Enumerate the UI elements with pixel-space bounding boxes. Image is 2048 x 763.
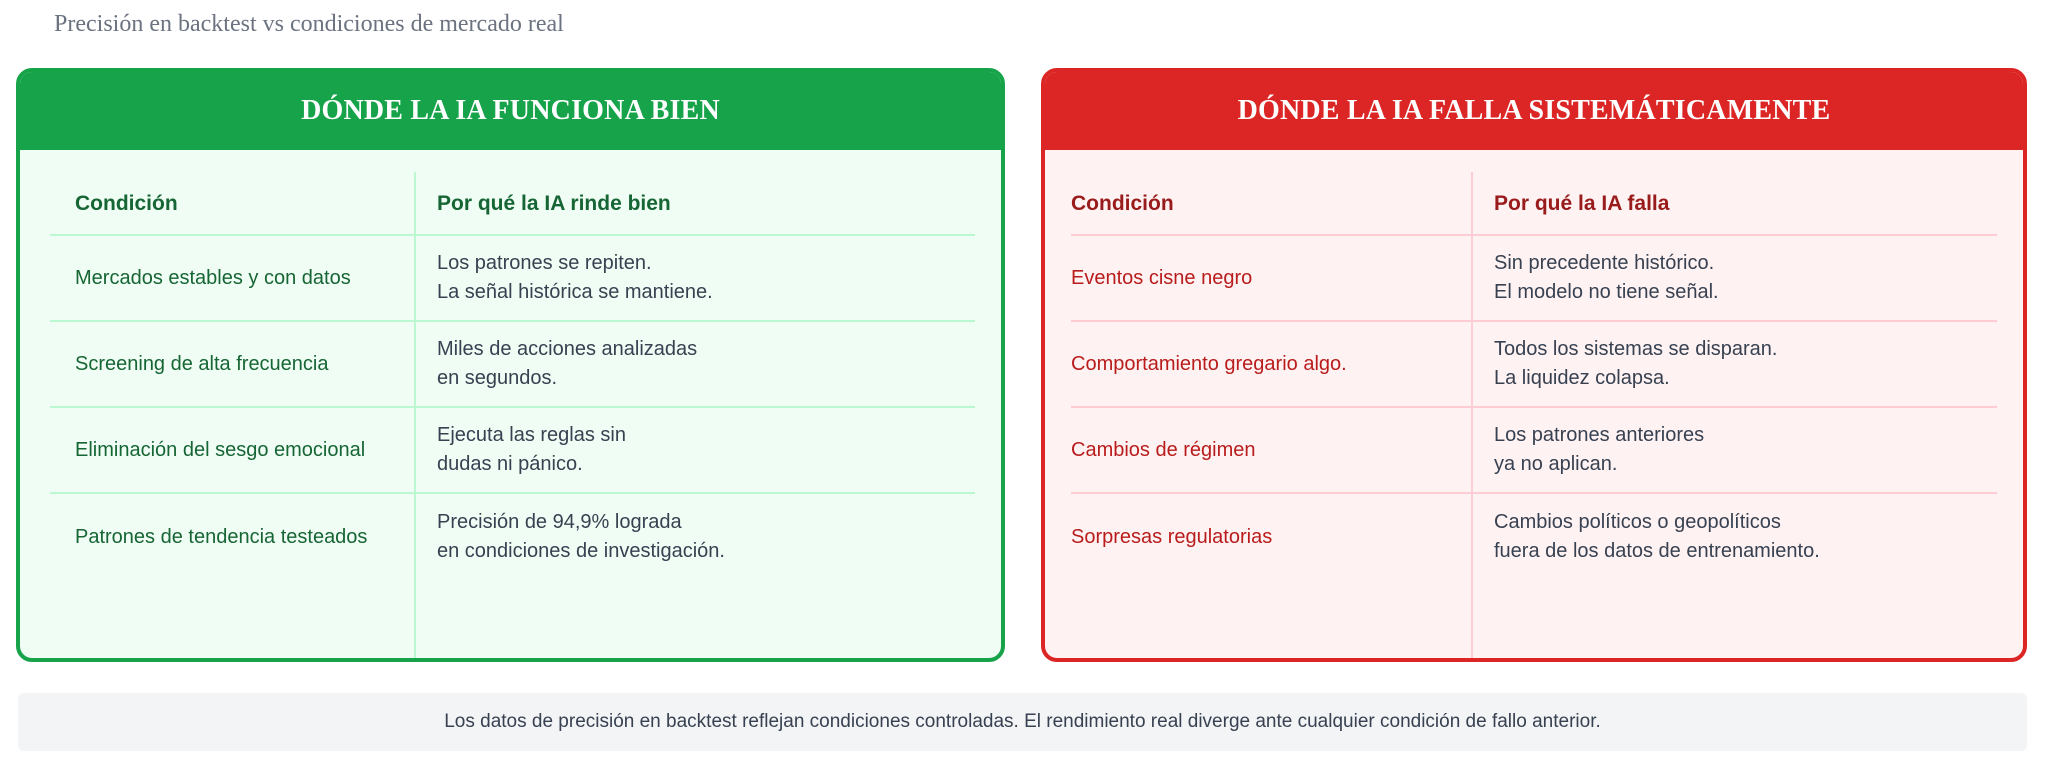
reason-line: Cambios políticos o geopolíticos — [1494, 511, 1781, 533]
reason-line: Los patrones se repiten. — [437, 252, 652, 274]
reason-line: La liquidez colapsa. — [1494, 367, 1670, 389]
reason-cell — [1473, 408, 1997, 492]
condition-column-header: Condición — [1071, 191, 1174, 215]
reason-line: ya no aplican. — [1494, 453, 1618, 475]
table-row — [1071, 236, 1997, 322]
condition-cell: Mercados estables y con datos — [75, 266, 351, 289]
condition-cell: Comportamiento gregario algo. — [1071, 352, 1347, 375]
reason-line: El modelo no tiene señal. — [1494, 281, 1719, 303]
reason-line: en condiciones de investigación. — [437, 540, 725, 562]
condition-cell: Cambios de régimen — [1071, 438, 1256, 461]
page-subtitle: Precisión en backtest vs condiciones de mercado real — [54, 11, 564, 37]
ai-fails-panel — [1041, 68, 2027, 662]
reason-line: dudas ni pánico. — [437, 453, 583, 475]
table-row — [1071, 494, 1997, 580]
reason-column-header: Por qué la IA rinde bien — [437, 191, 671, 215]
reason-line: Miles de acciones analizadas — [437, 338, 698, 360]
table-row — [50, 236, 975, 322]
table-row — [50, 322, 975, 408]
reason-cell — [416, 322, 975, 406]
reason-cell — [416, 408, 975, 492]
footer-note: Los datos de precisión en backtest reflejan condiciones controladas. El rendimiento real diverge ante cualquier condición de fallo anterior. — [18, 693, 2027, 751]
reason-line: Ejecuta las reglas sin — [437, 424, 626, 446]
ai-works-well-title: DÓNDE LA IA FUNCIONA BIEN — [20, 72, 1001, 150]
condition-cell: Eliminación del sesgo emocional — [75, 438, 366, 461]
table-row — [50, 494, 975, 580]
table-header-row — [50, 172, 975, 236]
table-header-row — [1071, 172, 1997, 236]
table-row — [50, 408, 975, 494]
reason-line: Los patrones anteriores — [1494, 424, 1705, 446]
reason-cell — [416, 494, 975, 580]
reason-line: fuera de los datos de entrenamiento. — [1494, 540, 1820, 562]
condition-cell: Screening de alta frecuencia — [75, 352, 329, 375]
reason-cell — [1473, 322, 1997, 406]
reason-cell — [416, 236, 975, 320]
reason-line: Sin precedente histórico. — [1494, 252, 1715, 274]
ai-works-well-table — [50, 172, 975, 658]
table-row — [1071, 408, 1997, 494]
condition-column-header: Condición — [75, 191, 178, 215]
reason-cell — [1473, 236, 1997, 320]
reason-line: en segundos. — [437, 367, 558, 389]
reason-line: La señal histórica se mantiene. — [437, 281, 713, 303]
ai-fails-title: DÓNDE LA IA FALLA SISTEMÁTICAMENTE — [1045, 72, 2023, 150]
reason-column-header: Por qué la IA falla — [1494, 191, 1670, 215]
condition-cell: Sorpresas regulatorias — [1071, 525, 1273, 548]
table-row — [1071, 322, 1997, 408]
reason-line: Todos los sistemas se disparan. — [1494, 338, 1778, 360]
reason-cell — [1473, 494, 1997, 580]
condition-cell: Eventos cisne negro — [1071, 266, 1253, 289]
ai-works-well-panel — [16, 68, 1005, 662]
condition-cell: Patrones de tendencia testeados — [75, 525, 368, 548]
ai-fails-table — [1071, 172, 1997, 658]
reason-line: Precisión de 94,9% lograda — [437, 511, 682, 533]
